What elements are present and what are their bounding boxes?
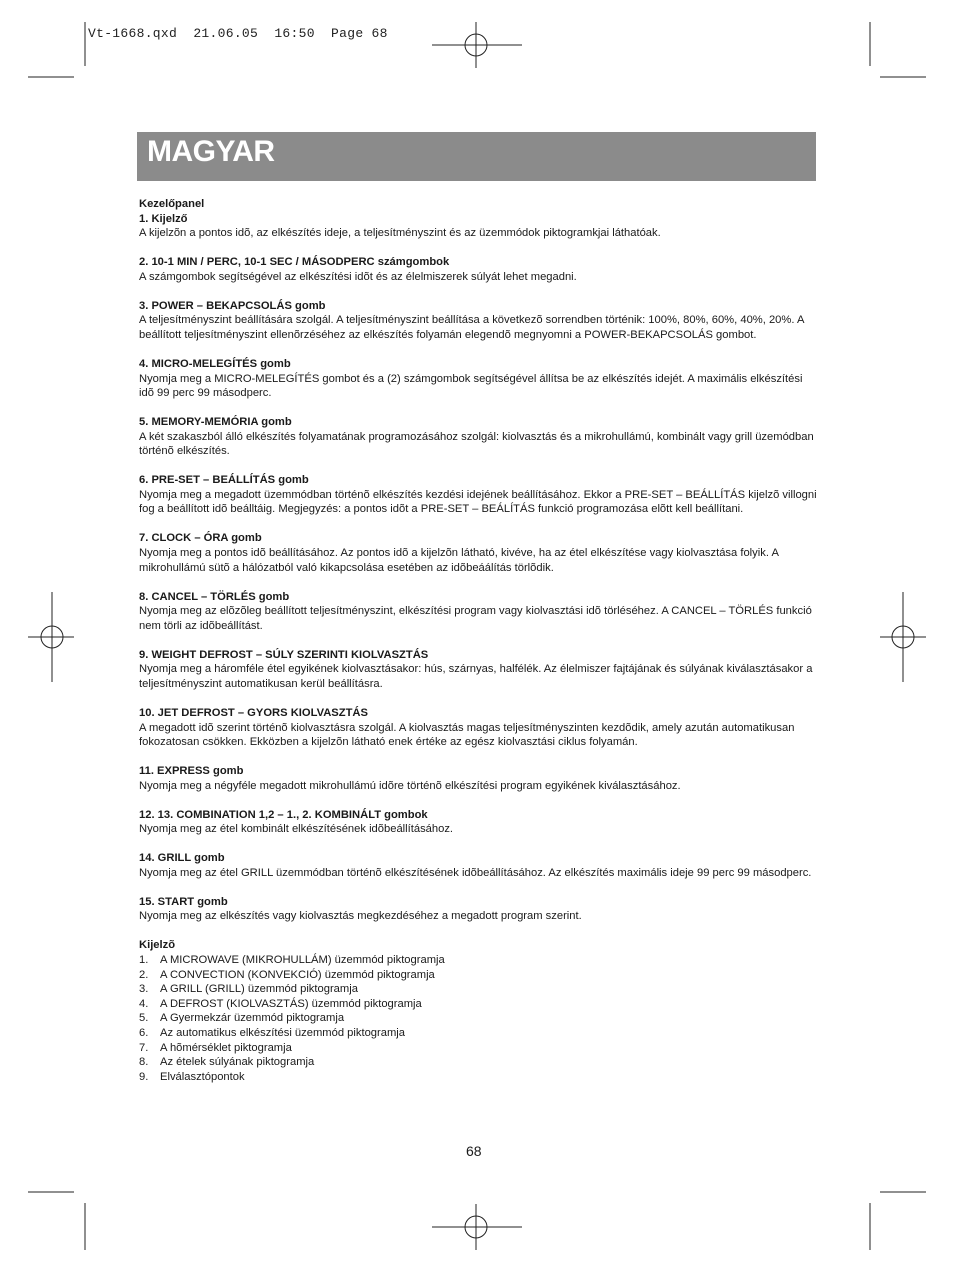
list-item — [139, 953, 819, 968]
section-title: 8. CANCEL – TÖRLÉS gomb — [139, 590, 290, 603]
section-text: A kijelzõn a pontos idõ, az elkészítés ideje, a teljesítményszint és az üzemmódok piktogramkjai láthatóak. — [139, 227, 661, 240]
section-title: 5. MEMORY-MEMÓRIA gomb — [139, 416, 292, 429]
section-title: 7. CLOCK – ÓRA gomb — [139, 532, 262, 545]
panel-heading: Kezelőpanel — [139, 198, 205, 210]
section-title: 1. Kijelző — [139, 212, 188, 225]
section — [139, 808, 819, 837]
section — [139, 299, 819, 343]
section-title: 10. JET DEFROST – GYORS KIOLVASZTÁS — [139, 706, 368, 719]
display-legend-list — [139, 953, 819, 1084]
list-item-text: A GRILL (GRILL) üzemmód piktogramja — [160, 983, 358, 996]
section-title: 15. START gomb — [139, 895, 228, 908]
print-slug: Vt-1668.qxd 21.06.05 16:50 Page 68 — [88, 26, 388, 41]
list-item — [139, 1070, 819, 1085]
section-title: 11. EXPRESS gomb — [139, 765, 244, 778]
display-legend-title: Kijelzõ — [139, 939, 176, 952]
list-item-number: 6. — [139, 1027, 149, 1039]
section-text: Nyomja meg a MICRO-MELEGÍTÉS gombot és a (2) számgombok segítségével állítsa be az elkészítés idejét. A maximális elkészítési idõ 99 perc 99 másodperc. — [139, 372, 803, 400]
list-item — [139, 968, 819, 983]
list-item-number: 8. — [139, 1056, 149, 1069]
section — [139, 648, 819, 692]
list-item-number: 2. — [139, 968, 149, 981]
list-item-number: 7. — [139, 1041, 149, 1054]
document-body — [139, 197, 819, 1084]
section — [139, 590, 819, 634]
section-text: Nyomja meg az étel kombinált elkészítésének idõbeállításához. — [139, 823, 454, 836]
section — [139, 357, 819, 401]
section-text: Nyomja meg az elkészítés vagy kiolvasztás megkezdéséhez a megadott program szerint. — [139, 910, 582, 923]
display-legend — [139, 938, 819, 1084]
list-item-text: Az ételek súlyának piktogramja — [160, 1056, 315, 1069]
section-text: Nyomja meg a megadott üzemmódban történõ elkészítés kezdési idejének beállításához. Ekkor a PRE-SET – BEÁLLÍTÁS kijelzõ villogni fog a beállított idõ beálltáig. Megjegyzés: a pontos idõt a PRE-SET – BEÁLÍTÁS funkció programozása elõtt kell beállítani. — [139, 488, 817, 516]
section-title: 4. MICRO-MELEGÍTÉS gomb — [139, 357, 291, 370]
section — [139, 415, 819, 459]
list-item — [139, 1055, 819, 1070]
section-title: 12. 13. COMBINATION 1,2 – 1., 2. KOMBINÁLT gombok — [139, 808, 428, 821]
list-item-text: A DEFROST (KIOLVASZTÁS) üzemmód piktogramja — [160, 997, 422, 1010]
section — [139, 255, 819, 284]
section-text: Nyomja meg az elõzõleg beállított teljesítményszint, elkészítési program vagy kiolvasztási idõ törléséhez. A CANCEL – TÖRLÉS funkció nem törli az idõbeállítást. — [139, 605, 812, 632]
section-text: Nyomja meg a pontos idõ beállításához. Az pontos idõ a kijelzõn látható, kivéve, ha az étel elkészítése vagy kiolvasztása folyik. A mikrohullámú sütõ a hálózatból való kikapcsolása esetében az idõbeáálítás törlõdik. — [139, 547, 779, 574]
section — [139, 895, 819, 924]
section — [139, 212, 819, 241]
section-text: Nyomja meg a négyféle megadott mikrohullámú idõre történõ elkészítési program egyikének kiválasztásához. — [139, 779, 681, 792]
section — [139, 531, 819, 575]
section-title: 6. PRE-SET – BEÁLLÍTÁS gomb — [139, 474, 309, 487]
list-item — [139, 1041, 819, 1056]
page-number: 68 — [466, 1143, 482, 1159]
banner-title: MAGYAR — [147, 135, 275, 168]
list-item-text: Az automatikus elkészítési üzemmód piktogramja — [160, 1027, 405, 1039]
list-item-text: A CONVECTION (KONVEKCIÓ) üzemmód piktogramja — [160, 968, 435, 981]
section — [139, 851, 819, 880]
list-item-number: 1. — [139, 954, 149, 967]
list-item-text: Elválasztópontok — [160, 1070, 245, 1083]
list-item-text: A MICROWAVE (MIKROHULLÁM) üzemmód piktogramja — [160, 954, 445, 967]
section-title: 3. POWER – BEKAPCSOLÁS gomb — [139, 299, 326, 312]
list-item-text: A Gyermekzár üzemmód piktogramja — [160, 1012, 345, 1025]
registration-mark-top — [432, 22, 522, 68]
registration-mark-right — [880, 592, 926, 682]
list-item-number: 5. — [139, 1012, 149, 1025]
list-item — [139, 997, 819, 1012]
list-item — [139, 1026, 819, 1041]
list-item-number: 4. — [139, 997, 149, 1010]
section-text: A teljesítményszint beállítására szolgál. A teljesítményszint beállítása a következõ sorrendben történik: 100%, 80%, 60%, 40%, 20%. A beállított teljesítményszint ellenõrzéséhez az elkészítés folyamán elegendõ megnyomni a POWER-BEKAPCSOLÁS gombot. — [139, 314, 804, 341]
section-title: 2. 10-1 MIN / PERC, 10-1 SEC / MÁSODPERC számgombok — [139, 256, 450, 269]
language-banner — [137, 132, 816, 181]
section — [139, 473, 819, 517]
list-item-number: 3. — [139, 983, 149, 996]
section-title: 9. WEIGHT DEFROST – SÚLY SZERINTI KIOLVASZTÁS — [139, 648, 429, 661]
section-text: Nyomja meg a háromféle étel egyikének kiolvasztásakor: hús, szárnyas, halfélék. Az élelmiszer fajtájának és súlyának kiválasztásakor a teljesítményszint automatikusan kerül beállításra. — [139, 663, 813, 690]
section-text: Nyomja meg az étel GRILL üzemmódban történõ elkészítésének idõbeállításához. Az elkészítés maximális ideje 99 perc 99 másodperc. — [139, 866, 812, 879]
list-item — [139, 1011, 819, 1026]
list-item — [139, 982, 819, 997]
list-item-number: 9. — [139, 1070, 149, 1083]
registration-mark-bottom — [432, 1204, 522, 1250]
section — [139, 706, 819, 750]
section-text: A két szakaszból álló elkészítés folyamatának programozásához szolgál: kiolvasztás és a mikrohullámú, kombinált vagy grill üzemódban történõ elkészítés. — [139, 430, 814, 458]
registration-mark-left — [28, 592, 74, 682]
list-item-text: A hõmérséklet piktogramja — [160, 1041, 292, 1054]
section-text: A számgombok segítségével az elkészítési idõt és az élelmiszerek súlyát lehet megadni. — [139, 270, 577, 283]
section — [139, 764, 819, 793]
section-title: 14. GRILL gomb — [139, 852, 225, 865]
section-text: A megadott idõ szerint történõ kiolvasztásra szolgál. A kiolvasztás magas teljesítményszinten kezdõdik, amely azután automatikusan fokozatosan csökken. Ekközben a kijelzõn látható enek értéke az egész kiolvasztási ciklus folyamán. — [139, 721, 795, 749]
